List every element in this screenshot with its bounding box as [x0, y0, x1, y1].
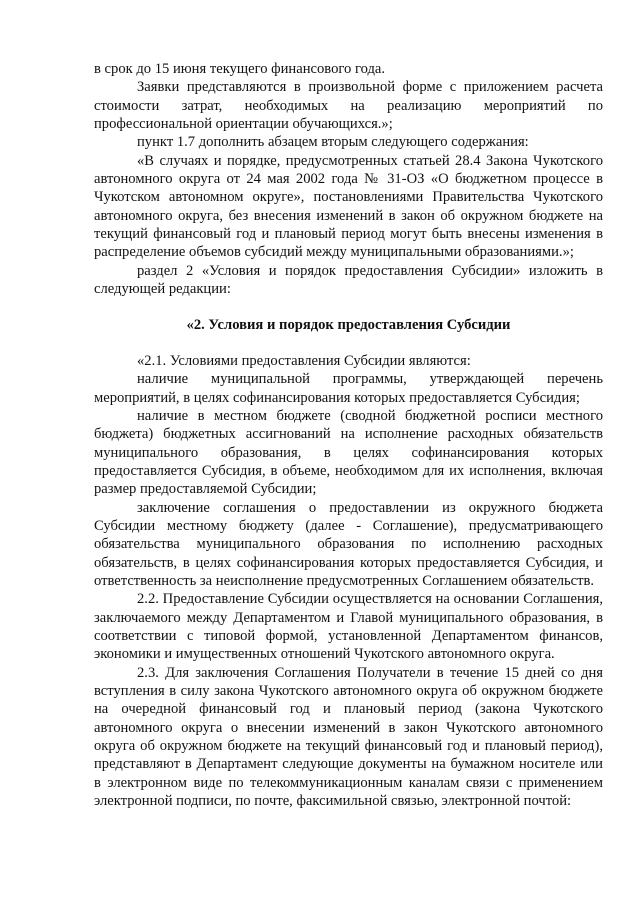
paragraph: «2.1. Условиями предоставления Субсидии являются: — [137, 352, 471, 369]
paragraph: Заявки представляются в произвольной форме с приложением расчета стоимости затрат, необходимых на реализацию мероприятий по профессиональной ориентации обучающихся.»; — [94, 79, 603, 133]
paragraph: в срок до 15 июня текущего финансового года. — [94, 61, 386, 77]
paragraphs-before-heading — [94, 60, 603, 298]
paragraph: «В случаях и порядке, предусмотренных статьей 28.4 Закона Чукотского автономного округа от 24 мая 2002 года № 31-ОЗ «О бюджетном процессе в Чукотском автономном округе», постановлениями Правительства Чукотского автономного округа, без внесения изменений в закон об окружном бюджете на текущий финансовый год и плановый период могут быть внесены изменения в распределение объемов субсидий между муниципальными образованиями.»; — [94, 152, 603, 261]
section-heading: «2. Условия и порядок предоставления Субсидии — [186, 317, 511, 334]
paragraph: 2.2. Предоставление Субсидии осуществляется на основании Соглашения, заключаемого между Департаментом и Главой муниципального образования, в соответствии с типовой формой, установленной Департаментом финансов, экономики и имущественных отношений Чукотского автономного округа. — [94, 591, 603, 663]
paragraph: раздел 2 «Условия и порядок предоставления Субсидии» изложить в следующей редакции: — [94, 262, 603, 298]
paragraph: пункт 1.7 дополнить абзацем вторым следующего содержания: — [137, 134, 529, 151]
paragraph: заключение соглашения о предоставлении из окружного бюджета Субсидии местному бюджету (далее - Соглашение), предусматривающего обязательства муниципального образования по исполнению расходных обязательств, в целях софинансирования которых предоставляется Субсидия, и ответственность за неисполнение предусмотренных Соглашением обязательств. — [94, 499, 603, 589]
paragraph: наличие муниципальной программы, утверждающей перечень мероприятий, в целях софинансирования которых предоставляется Субсидия; — [94, 371, 603, 406]
paragraphs-after-heading — [94, 352, 603, 811]
paragraph: наличие в местном бюджете (сводной бюджетной росписи местного бюджета) бюджетных ассигнований на исполнение расходных обязательств муниципального образования, в целях софинансирования которых предоставляется Субсидия, в объеме, необходимом для их исполнения, включая размер предоставляемой Субсидии; — [94, 407, 603, 498]
paragraph: 2.3. Для заключения Соглашения Получатели в течение 15 дней со дня вступления в силу закона Чукотского автономного округа об окружном бюджете на очередной финансовый год и плановый период (закона Чукотского автономного округа о внесении изменений в закон Чукотского автономного округа об окружном бюджете на текущий финансовый год и плановый период), представляют в Департамент следующие документы на бумажном носителе или в электронном виде по телекоммуникационным каналам связи с применением электронной подписи, по почте, факсимильной связью, электронной почтой: — [94, 664, 603, 810]
document-body — [94, 60, 603, 810]
